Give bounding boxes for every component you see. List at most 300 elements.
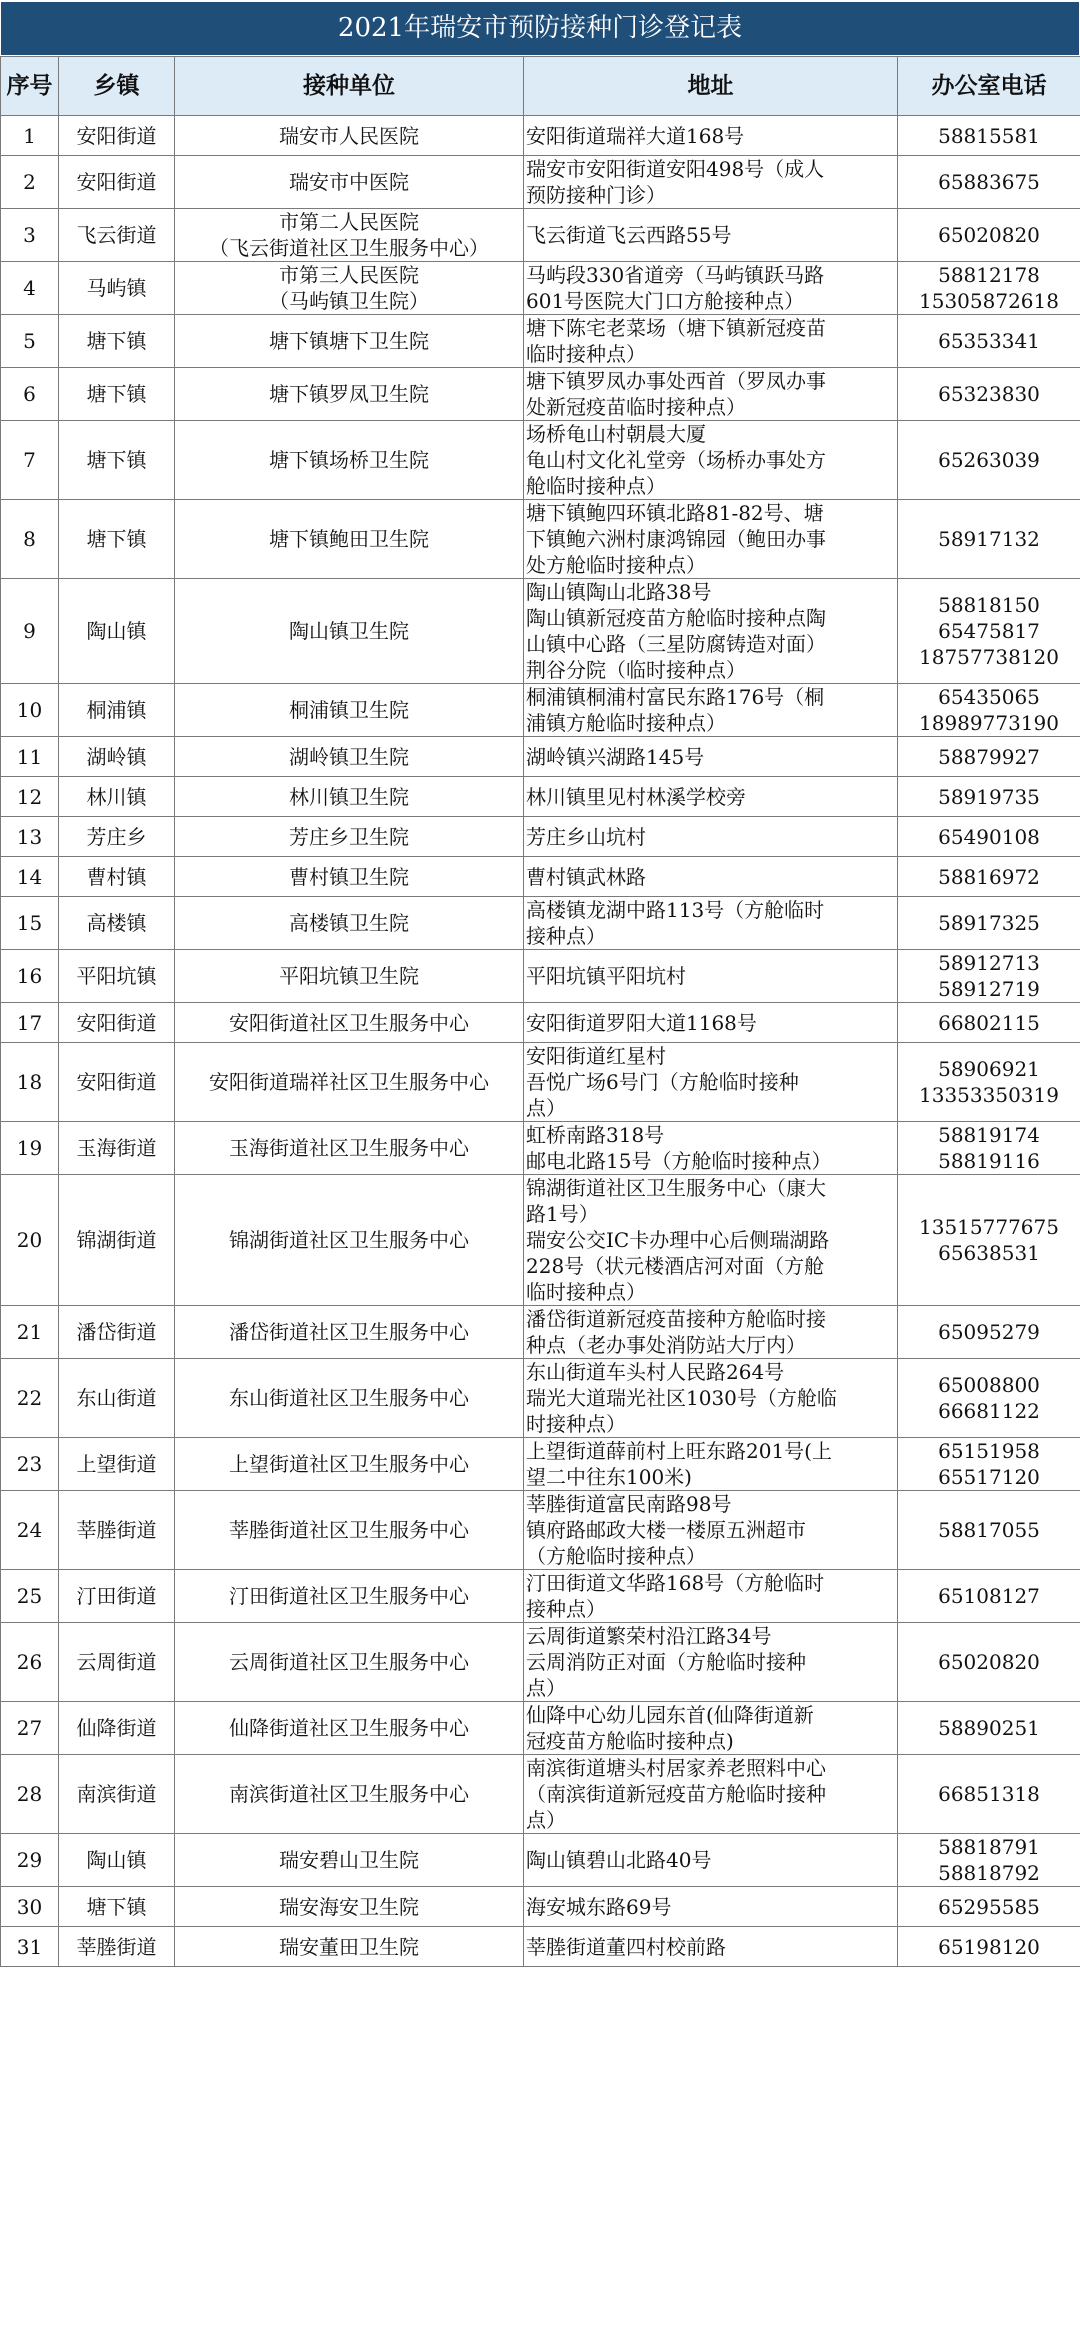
cell-no: 15 [1,897,59,950]
cell-address [524,1306,898,1359]
cell-address-line: 点） [526,1808,566,1832]
cell-address-line: 望二中往东100米) [526,1465,692,1489]
cell-address-line: 山镇中心路（三星防腐铸造对面） [526,632,826,656]
cell-town: 塘下镇 [59,315,175,368]
cell-unit [175,897,524,950]
table-row [1,116,1080,156]
cell-no: 19 [1,1122,59,1175]
table-row [1,315,1080,368]
cell-no: 9 [1,579,59,684]
cell-phone [898,1887,1080,1927]
cell-unit [175,579,524,684]
cell-phone-line: 65020820 [938,223,1040,247]
cell-phone-line: 58818791 [938,1835,1040,1859]
cell-town: 莘塍街道 [59,1927,175,1967]
cell-address-line: 陶山镇陶山北路38号 [526,580,712,604]
cell-town: 马屿镇 [59,262,175,315]
cell-unit [175,950,524,1003]
cell-unit [175,857,524,897]
header-town: 乡镇 [59,57,175,116]
cell-unit-line: 东山街道社区卫生服务中心 [229,1386,469,1410]
cell-unit [175,368,524,421]
table-row [1,1623,1080,1702]
cell-address-line: 种点（老办事处消防站大厅内） [526,1333,806,1357]
cell-town: 塘下镇 [59,500,175,579]
cell-unit-line: 仙降街道社区卫生服务中心 [229,1716,469,1740]
cell-phone-line: 58912713 [938,951,1040,975]
table-row [1,1438,1080,1491]
table-row [1,777,1080,817]
header-no: 序号 [1,57,59,116]
cell-address [524,262,898,315]
cell-no: 25 [1,1570,59,1623]
cell-no: 7 [1,421,59,500]
cell-address-line: （南滨街道新冠疫苗方舱临时接种 [526,1782,826,1806]
cell-phone-line: 58818792 [938,1861,1040,1885]
table-row [1,1755,1080,1834]
cell-unit-line: 瑞安董田卫生院 [279,1934,419,1959]
cell-phone [898,1755,1080,1834]
header-address: 地址 [524,57,898,116]
cell-town: 飞云街道 [59,209,175,262]
cell-phone-line: 65008800 [938,1373,1040,1397]
cell-unit-line: 市第二人民医院 [279,210,419,234]
cell-address-line: 接种点） [526,1597,606,1621]
cell-unit-line: 玉海街道社区卫生服务中心 [229,1136,469,1160]
cell-phone [898,421,1080,500]
cell-address-line: 邮电北路15号（方舱临时接种点） [526,1149,832,1173]
cell-address [524,1570,898,1623]
cell-phone-line: 15305872618 [919,289,1059,313]
cell-town: 南滨街道 [59,1755,175,1834]
table-row [1,1122,1080,1175]
cell-unit [175,116,524,156]
cell-town: 高楼镇 [59,897,175,950]
cell-phone-line: 58819174 [938,1123,1040,1147]
cell-town: 莘塍街道 [59,1491,175,1570]
cell-town: 安阳街道 [59,156,175,209]
cell-unit-line: 曹村镇卫生院 [289,864,409,889]
cell-phone-line: 58906921 [938,1057,1040,1081]
cell-unit [175,1175,524,1306]
cell-phone [898,315,1080,368]
cell-unit-line: 南滨街道社区卫生服务中心 [229,1782,469,1806]
cell-no: 23 [1,1438,59,1491]
cell-address [524,315,898,368]
table-row [1,421,1080,500]
table-row [1,684,1080,737]
cell-phone-line: 18757738120 [919,645,1059,669]
cell-phone-line: 65353341 [938,329,1040,353]
cell-address-line: 瑞安公交IC卡办理中心后侧瑞湖路 [526,1228,830,1252]
cell-town: 安阳街道 [59,1003,175,1043]
cell-phone [898,500,1080,579]
cell-no: 3 [1,209,59,262]
cell-unit [175,156,524,209]
cell-address-line: 塘下陈宅老菜场（塘下镇新冠疫苗 [526,316,826,340]
cell-phone [898,1306,1080,1359]
cell-unit [175,1438,524,1491]
cell-phone-line: 65295585 [938,1894,1040,1919]
table-row [1,1003,1080,1043]
cell-phone [898,684,1080,737]
cell-unit [175,1491,524,1570]
cell-no: 13 [1,817,59,857]
cell-phone-line: 66681122 [938,1399,1040,1423]
cell-phone-line: 65020820 [938,1650,1040,1674]
cell-no: 24 [1,1491,59,1570]
cell-no: 6 [1,368,59,421]
cell-unit [175,817,524,857]
cell-unit-line: 塘下镇罗凤卫生院 [269,382,429,406]
cell-town: 桐浦镇 [59,684,175,737]
cell-unit [175,1359,524,1438]
cell-unit [175,500,524,579]
cell-no: 31 [1,1927,59,1967]
cell-address [524,1175,898,1306]
cell-address-line: 芳庄乡山坑村 [526,824,646,849]
header-unit: 接种单位 [175,57,524,116]
table-title: 2021年瑞安市预防接种门诊登记表 [1,2,1079,55]
cell-no: 14 [1,857,59,897]
cell-phone-line: 65151958 [938,1439,1040,1463]
cell-unit [175,262,524,315]
cell-phone-line: 58816972 [938,864,1040,889]
cell-address-line: 虹桥南路318号 [526,1123,665,1147]
cell-unit [175,737,524,777]
cell-town: 林川镇 [59,777,175,817]
cell-town: 东山街道 [59,1359,175,1438]
cell-address [524,1623,898,1702]
cell-address-line: 莘塍街道富民南路98号 [526,1492,732,1516]
cell-address-line: 安阳街道红星村 [526,1044,666,1068]
cell-address-line: 上望街道薛前村上旺东路201号(上 [526,1439,832,1463]
cell-unit-line: 安阳街道瑞祥社区卫生服务中心 [209,1070,489,1094]
cell-address-line: 处方舱临时接种点） [526,553,706,577]
cell-address-line: 点） [526,1676,566,1700]
table-row [1,1927,1080,1967]
cell-address-line: 处新冠疫苗临时接种点） [526,395,746,419]
cell-address-line: （方舱临时接种点） [526,1544,706,1568]
cell-town: 上望街道 [59,1438,175,1491]
cell-address-line: 陶山镇碧山北路40号 [526,1848,712,1872]
cell-phone-line: 58919735 [938,784,1040,809]
cell-unit [175,777,524,817]
cell-address-line: 塘下镇鲍四环镇北路81-82号、塘 [526,501,824,525]
cell-unit-line: 瑞安海安卫生院 [279,1894,419,1919]
cell-phone [898,262,1080,315]
cell-address-line: 陶山镇新冠疫苗方舱临时接种点陶 [526,606,826,630]
cell-address-line: 安阳街道瑞祥大道168号 [526,123,745,148]
header-phone: 办公室电话 [898,57,1080,116]
cell-phone-line: 66851318 [938,1782,1040,1806]
cell-address-line: 临时接种点） [526,1280,646,1304]
cell-unit-line: （飞云街道社区卫生服务中心） [209,236,489,260]
cell-unit [175,1043,524,1122]
cell-phone-line: 58917132 [938,527,1040,551]
cell-unit-line: 塘下镇鲍田卫生院 [269,527,429,551]
cell-town: 安阳街道 [59,116,175,156]
table-row [1,737,1080,777]
cell-town: 湖岭镇 [59,737,175,777]
cell-unit [175,1755,524,1834]
cell-address [524,737,898,777]
cell-phone-line: 58879927 [938,744,1040,769]
cell-phone-line: 65490108 [938,824,1040,849]
cell-address-line: 海安城东路69号 [526,1894,672,1919]
cell-phone [898,737,1080,777]
cell-address-line: 时接种点） [526,1412,626,1436]
cell-address-line: 云周消防正对面（方舱临时接种 [526,1650,806,1674]
cell-town: 陶山镇 [59,579,175,684]
cell-unit-line: 莘塍街道社区卫生服务中心 [229,1518,469,1542]
cell-address [524,684,898,737]
cell-unit-line: 湖岭镇卫生院 [289,744,409,769]
cell-phone [898,950,1080,1003]
table-row [1,1306,1080,1359]
cell-phone-line: 65198120 [938,1934,1040,1959]
cell-town: 塘下镇 [59,1887,175,1927]
cell-address [524,1702,898,1755]
cell-unit-line: 林川镇卫生院 [289,784,409,809]
cell-no: 21 [1,1306,59,1359]
cell-address [524,1003,898,1043]
cell-town: 锦湖街道 [59,1175,175,1306]
cell-no: 27 [1,1702,59,1755]
cell-unit-line: 市第三人民医院 [279,263,419,287]
table-row [1,1702,1080,1755]
cell-address-line: 龟山村文化礼堂旁（场桥办事处方 [526,448,826,472]
cell-address-line: 场桥龟山村朝晨大厦 [526,422,706,446]
cell-address [524,209,898,262]
table-row [1,857,1080,897]
cell-address-line: 林川镇里见村林溪学校旁 [526,784,746,809]
table-row [1,209,1080,262]
cell-no: 12 [1,777,59,817]
cell-unit [175,421,524,500]
table-row [1,1359,1080,1438]
cell-phone-line: 65323830 [938,382,1040,406]
cell-address-line: 东山街道车头村人民路264号 [526,1360,785,1384]
cell-phone [898,1927,1080,1967]
cell-town: 潘岱街道 [59,1306,175,1359]
cell-no: 17 [1,1003,59,1043]
cell-phone-line: 65883675 [938,170,1040,194]
cell-address [524,1359,898,1438]
table-row [1,368,1080,421]
cell-phone-line: 58815581 [938,123,1040,148]
cell-phone [898,1438,1080,1491]
cell-address [524,1755,898,1834]
cell-unit-line: 高楼镇卫生院 [289,911,409,935]
table-row [1,500,1080,579]
cell-phone-line: 58912719 [938,977,1040,1001]
cell-address [524,897,898,950]
cell-unit-line: 安阳街道社区卫生服务中心 [229,1010,469,1035]
cell-phone [898,1570,1080,1623]
cell-no: 1 [1,116,59,156]
cell-no: 4 [1,262,59,315]
table-row [1,1570,1080,1623]
cell-address [524,1122,898,1175]
cell-address [524,421,898,500]
table-row [1,1834,1080,1887]
cell-address-line: 桐浦镇桐浦村富民东路176号（桐 [526,685,825,709]
cell-address-line: 南滨街道塘头村居家养老照料中心 [526,1756,826,1780]
cell-town: 汀田街道 [59,1570,175,1623]
cell-unit-line: 潘岱街道社区卫生服务中心 [229,1320,469,1344]
cell-unit [175,1887,524,1927]
cell-address [524,116,898,156]
cell-no: 20 [1,1175,59,1306]
cell-address [524,579,898,684]
cell-unit [175,1122,524,1175]
cell-phone-line: 13515777675 [919,1215,1059,1239]
cell-phone [898,1043,1080,1122]
cell-phone-line: 58917325 [938,911,1040,935]
clinic-table [0,56,1080,1967]
table-row [1,1887,1080,1927]
cell-phone-line: 65095279 [938,1320,1040,1344]
cell-address-line: 下镇鲍六洲村康鸿锦园（鲍田办事 [526,527,826,551]
cell-no: 5 [1,315,59,368]
cell-town: 云周街道 [59,1623,175,1702]
cell-address-line: 瑞光大道瑞光社区1030号（方舱临 [526,1386,837,1410]
cell-address-line: 平阳坑镇平阳坑村 [526,964,686,988]
cell-unit-line: （马屿镇卫生院） [269,289,429,313]
cell-town: 仙降街道 [59,1702,175,1755]
cell-address [524,1927,898,1967]
cell-phone-line: 58817055 [938,1518,1040,1542]
cell-unit-line: 汀田街道社区卫生服务中心 [229,1584,469,1608]
cell-no: 10 [1,684,59,737]
cell-town: 芳庄乡 [59,817,175,857]
cell-address-line: 吾悦广场6号门（方舱临时接种 [526,1070,799,1094]
cell-phone-line: 65638531 [938,1241,1040,1265]
cell-no: 18 [1,1043,59,1122]
table-row [1,262,1080,315]
cell-no: 29 [1,1834,59,1887]
cell-address-line: 锦湖街道社区卫生服务中心（康大 [526,1176,826,1200]
cell-address-line: 云周街道繁荣村沿江路34号 [526,1624,772,1648]
cell-address [524,1834,898,1887]
cell-phone [898,209,1080,262]
header-row [1,57,1080,116]
cell-unit [175,209,524,262]
cell-phone [898,1175,1080,1306]
cell-address-line: 曹村镇武林路 [526,864,646,889]
cell-town: 陶山镇 [59,1834,175,1887]
cell-unit [175,315,524,368]
cell-phone-line: 58818150 [938,593,1040,617]
cell-address-line: 湖岭镇兴湖路145号 [526,744,705,769]
cell-address [524,156,898,209]
cell-phone-line: 13353350319 [919,1083,1059,1107]
table-row [1,897,1080,950]
cell-address [524,857,898,897]
cell-phone-line: 65435065 [938,685,1040,709]
cell-phone [898,579,1080,684]
cell-phone-line: 58890251 [938,1716,1040,1740]
cell-unit-line: 锦湖街道社区卫生服务中心 [229,1228,469,1252]
cell-phone [898,857,1080,897]
cell-address-line: 冠疫苗方舱临时接种点) [526,1729,734,1753]
cell-unit-line: 平阳坑镇卫生院 [279,964,419,988]
cell-town: 塘下镇 [59,368,175,421]
cell-unit [175,1927,524,1967]
cell-phone-line: 58819116 [938,1149,1040,1173]
cell-unit-line: 瑞安市人民医院 [279,123,419,148]
cell-no: 11 [1,737,59,777]
cell-address-line: 601号医院大门口方舱接种点） [526,289,805,313]
cell-phone [898,116,1080,156]
cell-unit [175,1003,524,1043]
cell-no: 28 [1,1755,59,1834]
cell-unit [175,1702,524,1755]
cell-phone [898,1003,1080,1043]
cell-phone-line: 65263039 [938,448,1040,472]
cell-address-line: 路1号） [526,1202,599,1226]
cell-unit-line: 塘下镇塘下卫生院 [269,329,429,353]
cell-address-line: 荆谷分院（临时接种点） [526,658,746,682]
cell-phone-line: 18989773190 [919,711,1059,735]
cell-address-line: 马屿段330省道旁（马屿镇跃马路 [526,263,825,287]
cell-phone [898,1359,1080,1438]
cell-phone-line: 65475817 [938,619,1040,643]
cell-town: 平阳坑镇 [59,950,175,1003]
cell-unit-line: 瑞安市中医院 [289,170,409,194]
cell-address-line: 228号（状元楼酒店河对面（方舱 [526,1254,825,1278]
cell-address [524,368,898,421]
cell-phone [898,1623,1080,1702]
cell-phone-line: 65517120 [938,1465,1040,1489]
cell-phone [898,368,1080,421]
cell-phone [898,156,1080,209]
cell-unit [175,1623,524,1702]
cell-address-line: 潘岱街道新冠疫苗接种方舱临时接 [526,1307,826,1331]
cell-address-line: 塘下镇罗凤办事处西首（罗凤办事 [526,369,826,393]
cell-address-line: 莘塍街道董四村校前路 [526,1934,726,1959]
table-row [1,1043,1080,1122]
cell-phone-line: 66802115 [938,1010,1040,1035]
cell-address-line: 高楼镇龙湖中路113号（方舱临时 [526,898,825,922]
cell-address [524,777,898,817]
cell-no: 2 [1,156,59,209]
cell-address [524,1887,898,1927]
cell-address-line: 预防接种门诊） [526,183,666,207]
cell-address [524,950,898,1003]
cell-phone-line: 58812178 [938,263,1040,287]
cell-address-line: 点） [526,1096,566,1120]
cell-address-line: 飞云街道飞云西路55号 [526,223,732,247]
cell-no: 26 [1,1623,59,1702]
cell-unit-line: 云周街道社区卫生服务中心 [229,1650,469,1674]
table-row [1,950,1080,1003]
cell-unit-line: 陶山镇卫生院 [289,619,409,643]
cell-town: 塘下镇 [59,421,175,500]
cell-no: 16 [1,950,59,1003]
cell-unit [175,1570,524,1623]
cell-phone [898,1834,1080,1887]
cell-phone [898,1491,1080,1570]
cell-phone [898,897,1080,950]
cell-address [524,500,898,579]
cell-phone-line: 65108127 [938,1584,1040,1608]
cell-unit-line: 瑞安碧山卫生院 [279,1848,419,1872]
cell-unit [175,684,524,737]
cell-unit-line: 芳庄乡卫生院 [289,824,409,849]
cell-address [524,1491,898,1570]
